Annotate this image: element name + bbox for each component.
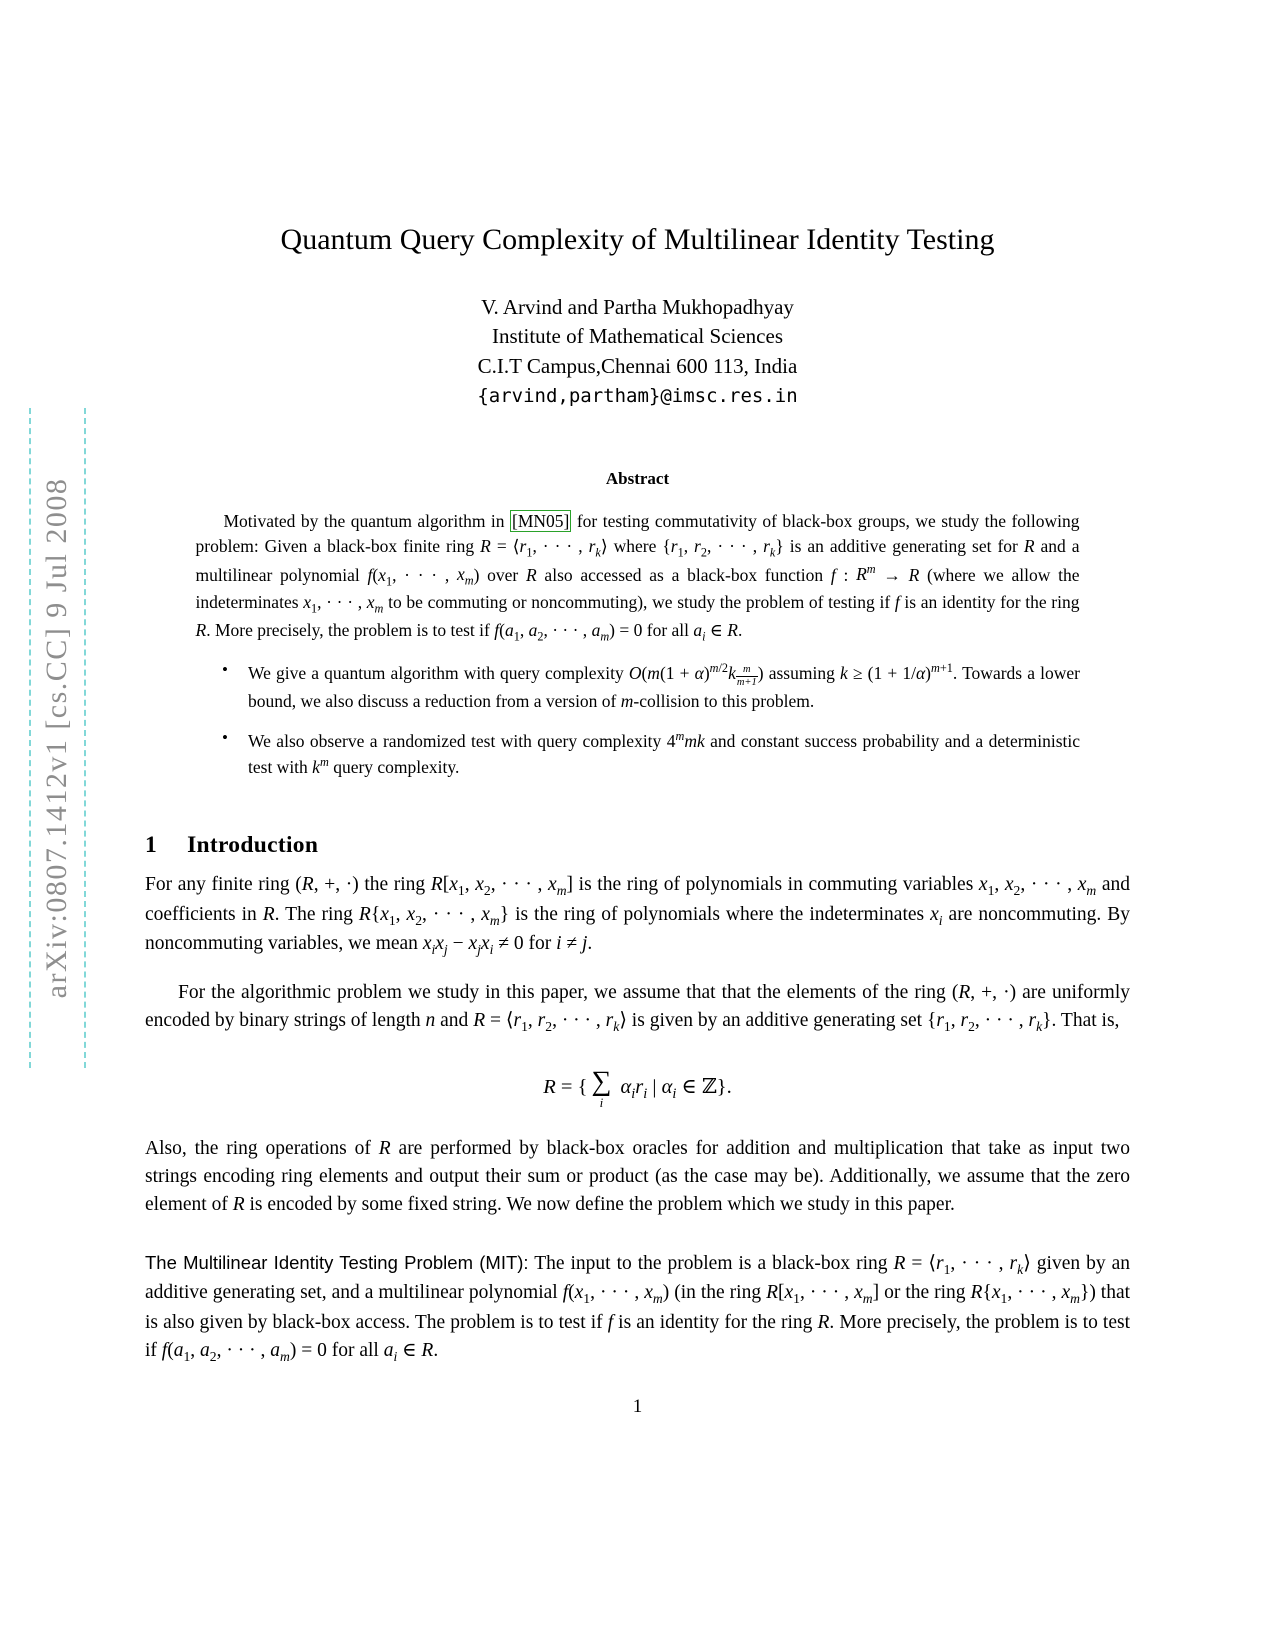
page-number: 1 <box>632 1396 643 1417</box>
author-names: V. Arvind and Partha Mukhopadhyay <box>481 295 794 319</box>
abstract-body: Motivated by the quantum algorithm in [MN05] for testing commutativity of black-box groups, we study the following problem: Given a black-box finite ring $R = ⟨r_1$, · · · , $r_k⟩$ where {$r_1$, $r_2$, · · · , $r_k$} is an additive generating set for R and a multilinear polynomial $f(x_1$, · · · , $x_m$) over R also accessed as a black-box function f : $R^m \to R$ (where we allow the indeterminates $x_1$, · · · , $x_m$ to be commuting or noncommuting), we study the problem of testing if f is an identity for the ring R. More precisely, the problem is to test if $f(a_1$, $a_2$, · · · , $a_m) = 0$ for all $a_i$ ∈ R. <box>195 510 1080 644</box>
citation-mn05[interactable]: [MN05] <box>512 510 570 531</box>
stamp-dashed-line-right <box>84 408 86 1068</box>
author-email: {arvind,partham}@imsc.res.in <box>477 384 798 407</box>
bullet-icon <box>222 728 248 780</box>
bullet-item-1 <box>222 660 1080 714</box>
paper-content <box>145 0 1130 1386</box>
bullet-item-2 <box>222 728 1080 780</box>
intro-paragraph-3: Also, the ring operations of R are performed by black-box oracles for addition and multiplication that take as input two strings encoding ring elements and output their sum or product (as the case may be). Additionally, we assume that the zero element of R is encoded by some fixed string. We now define the problem which we study in this paper. <box>145 1138 1130 1216</box>
bullet-icon <box>222 660 248 714</box>
paper-title: Quantum Query Complexity of Multilinear Identity Testing <box>280 223 995 256</box>
section-number: 1 <box>145 832 158 859</box>
abstract-heading: Abstract <box>605 468 670 488</box>
section-title: Introduction <box>187 832 319 859</box>
affiliation-line1: Institute of Mathematical Sciences <box>492 324 783 349</box>
abstract-bullet-list <box>222 660 1080 780</box>
mit-definition-paragraph: The Multilinear Identity Testing Problem (MIT): The input to the problem is a black-box ring $R = ⟨r_1$, · · · , $r_k⟩$ given by an additive generating set, and a multilinear polynomial $f(x_1$, · · · , $x_m$) (in the ring $R[x_1$, · · · , $x_m$] or the ring $R\{x_1$, · · · , $x_m$}) that is also given by black-box access. The problem is to test if f is an identity for the ring R. More precisely, the problem is to test if $f(a_1$, $a_2$, · · · , $a_m) = 0$ for all $a_i$ ∈ R. <box>145 1251 1131 1364</box>
arxiv-watermark: arXiv:0807.1412v1 [cs.CC] 9 Jul 2008 <box>40 477 73 999</box>
section-heading-introduction <box>145 832 1130 859</box>
bullet-text-2: We also observe a randomized test with query complexity 4$^m$mk and constant success probability and a deterministic test with $k^m$ query complexity. <box>248 729 1080 778</box>
author-block <box>145 294 1130 409</box>
affiliation-line2: C.I.T Campus,Chennai 600 113, India <box>477 353 798 378</box>
intro-paragraph-2: For the algorithmic problem we study in this paper, we assume that that the elements of the ring (R, +, ·) are uniformly encoded by binary strings of length n and $R = ⟨r_1$, $r_2$, · · · , $r_k⟩$ is given by an additive generating set {$r_1$, $r_2$, · · · , $r_k$}. That is, <box>145 982 1130 1035</box>
display-equation: R = { ∑ i $\alpha_ir_i$ | $\alpha_i$ ∈ ℤ}. <box>543 1065 732 1111</box>
stamp-dashed-line-left <box>29 408 31 1068</box>
bullet-text-1: We give a quantum algorithm with query complexity $O(m(1 + \alpha)^{m/2}k$ $\frac{m}{m+1}$ ) assuming $k \ge (1 + 1/\alpha)^{m+1}$. Towards a lower bound, we also discuss a reduction from a version of m-collision to this problem. <box>248 661 1080 712</box>
intro-paragraph-1: For any finite ring (R, +, ·) the ring $R[x_1$, $x_2$, · · · , $x_m$] is the ring of polynomials in commuting variables $x_1$, $x_2$, · · · , $x_m$ and coefficients in R. The ring $R\{x_1$, $x_2$, · · · , $x_m$} is the ring of polynomials where the indeterminates $x_i$ are noncommuting. By noncommuting variables, we mean $x_ix_j - x_jx_i \ne 0$ for i ≠ j. <box>145 874 1131 958</box>
